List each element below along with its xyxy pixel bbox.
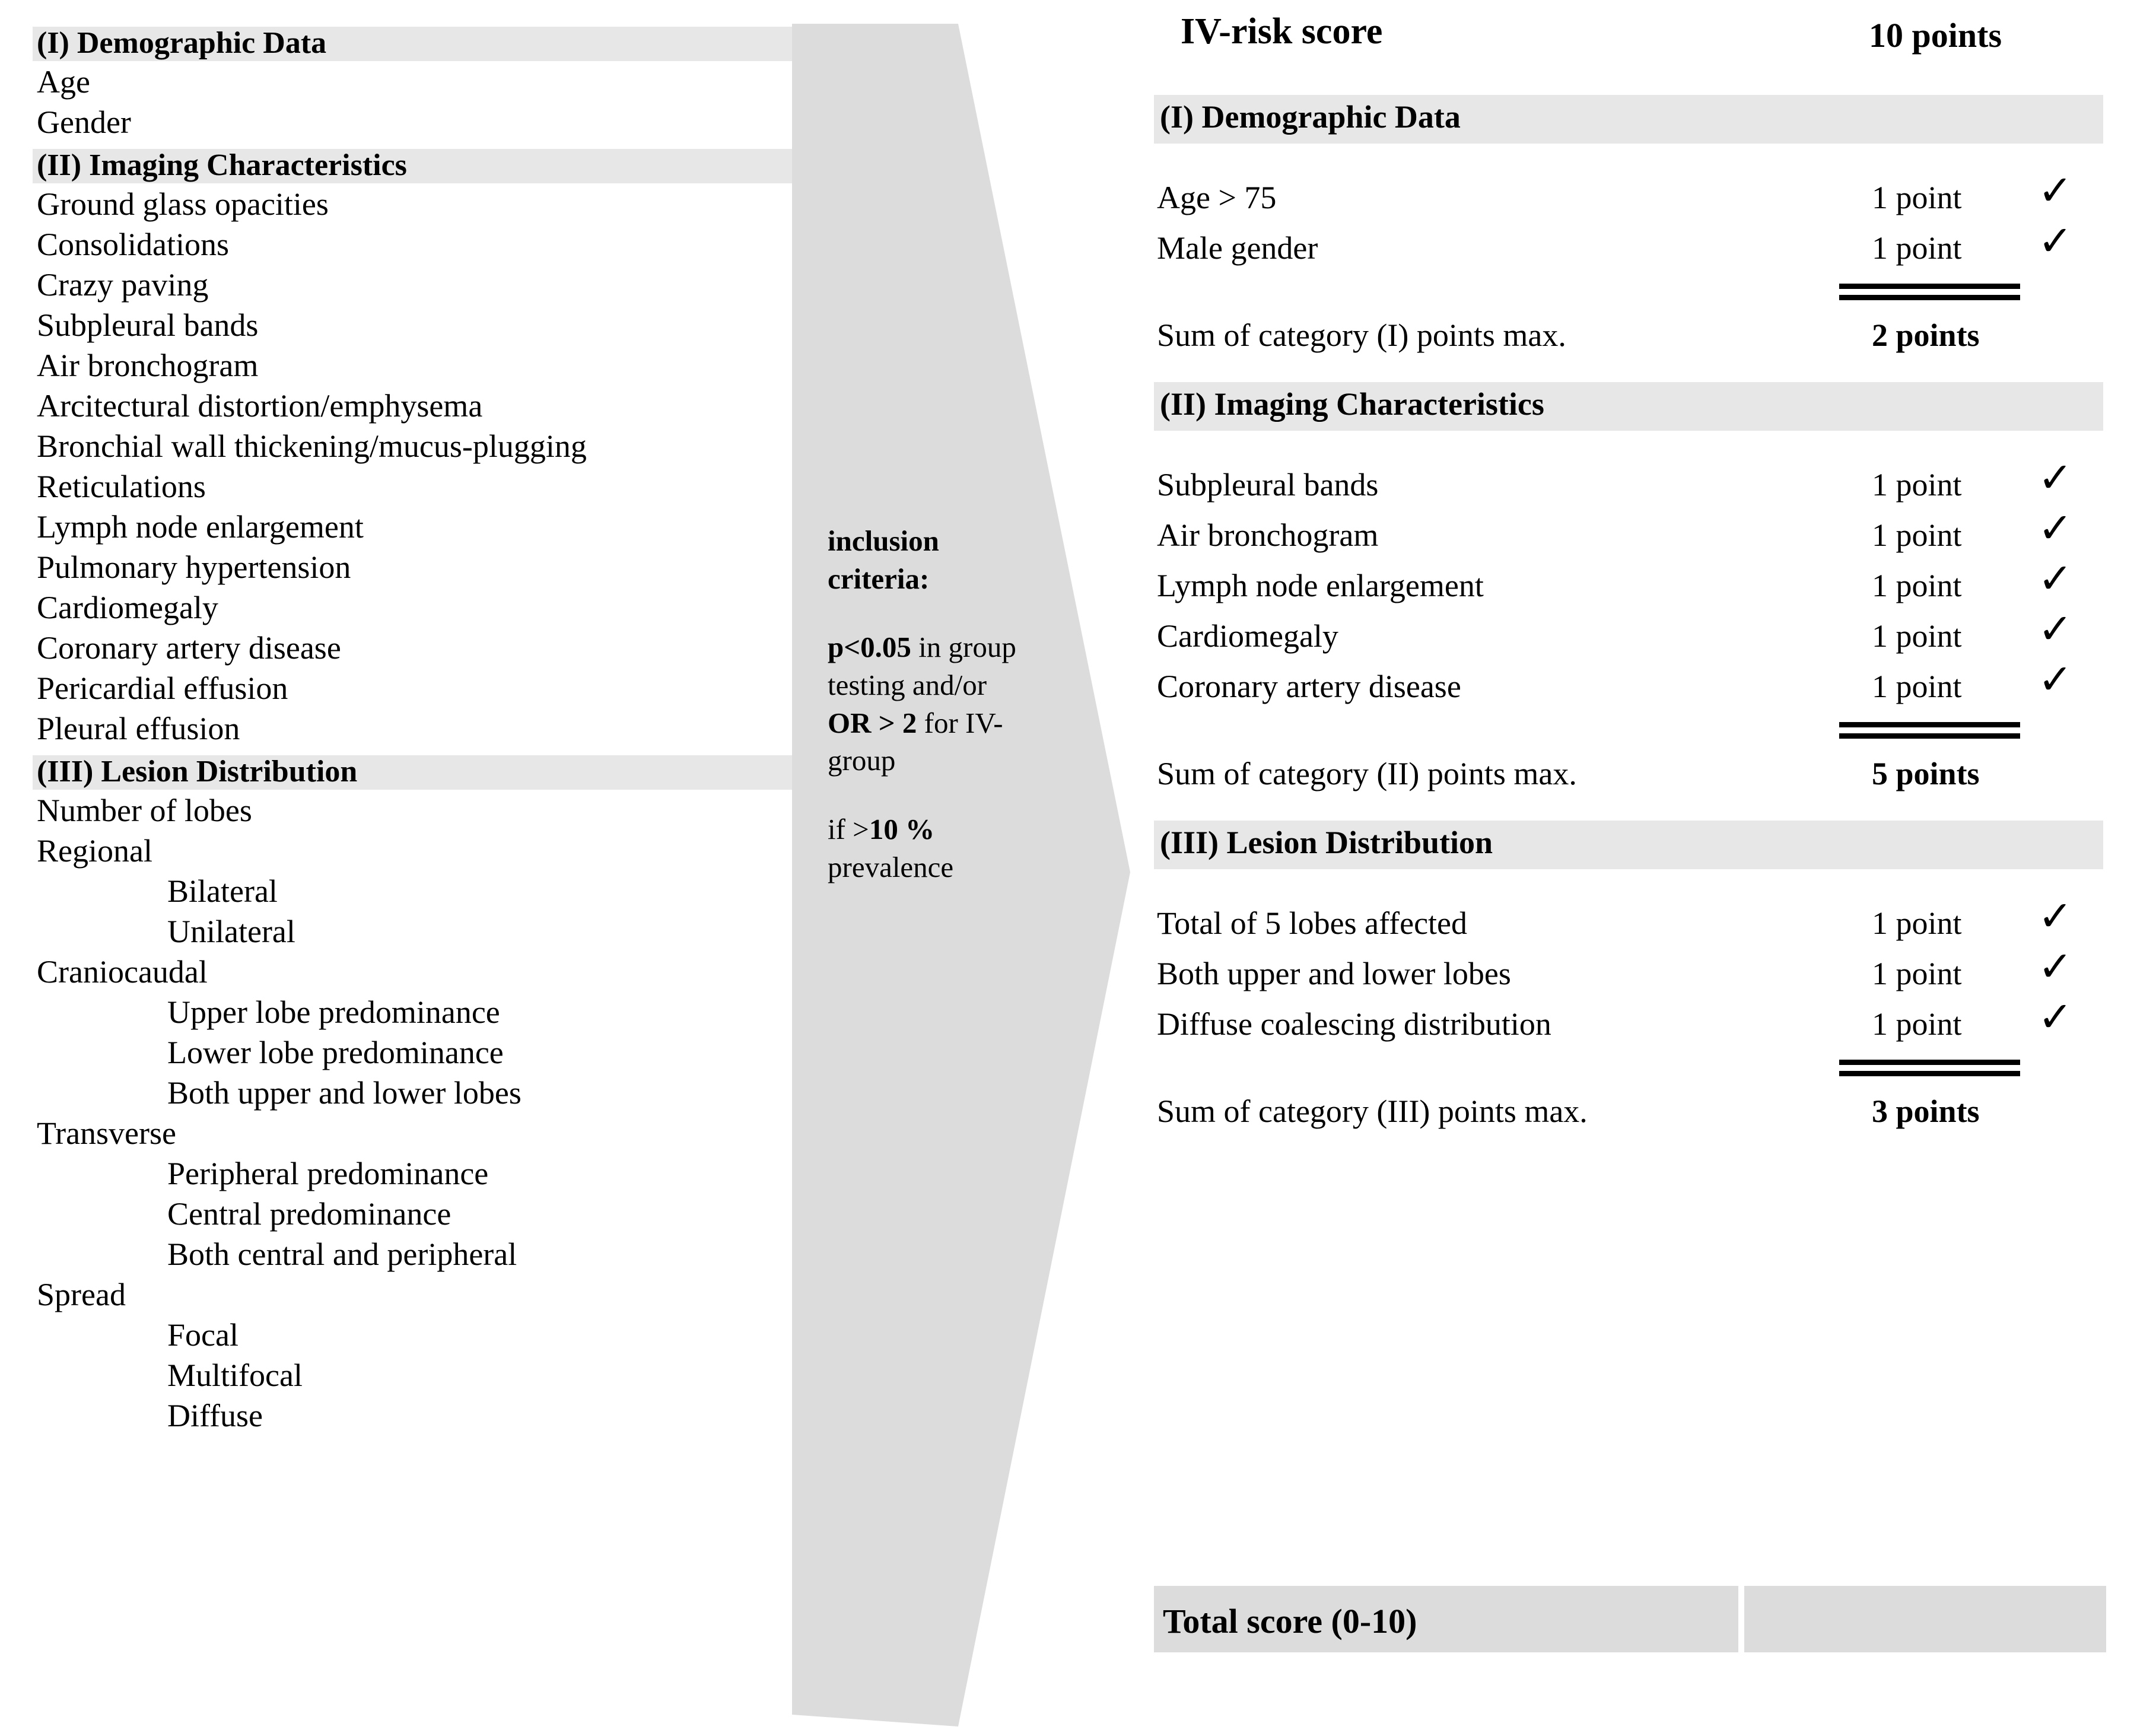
criterion-points: 1 point <box>1872 180 1962 215</box>
or-value-bold: OR > 2 <box>828 706 917 739</box>
score-criterion-row <box>1151 607 2106 654</box>
catalogue-item: Lower lobe predominance <box>167 1035 504 1070</box>
catalogue-item: Coronary artery disease <box>37 630 341 666</box>
catalogue-item: Ground glass opacities <box>37 186 329 222</box>
catalogue-item: Gender <box>37 104 131 140</box>
catalogue-item: Cardiomegaly <box>37 590 218 625</box>
catalogue-item: Craniocaudal <box>37 954 208 990</box>
prevalence-rest: prevalence <box>828 850 954 883</box>
checkmark-icon: ✓ <box>2038 945 2073 990</box>
catalogue-item: Air bronchogram <box>37 348 259 383</box>
score-section-sum-row <box>1151 755 2106 792</box>
checkmark-icon: ✓ <box>2038 456 2073 501</box>
criterion-label: Coronary artery disease <box>1157 669 1461 704</box>
sum-label: Sum of category (I) points max. <box>1157 317 1566 353</box>
criterion-label: Total of 5 lobes affected <box>1157 905 1468 941</box>
sum-value: 2 points <box>1872 317 1980 353</box>
sum-label: Sum of category (III) points max. <box>1157 1093 1588 1129</box>
catalogue-item: Diffuse <box>167 1398 263 1433</box>
criterion-points: 1 point <box>1872 618 1962 654</box>
score-section-band <box>1154 95 2103 144</box>
catalogue-item: Peripheral predominance <box>167 1156 489 1191</box>
catalogue-item: Bilateral <box>167 873 278 909</box>
score-criterion-row <box>1151 219 2106 266</box>
catalogue-item: Both central and peripheral <box>167 1236 517 1272</box>
catalogue-item: Pericardial effusion <box>37 670 288 706</box>
total-score-value: 10 points <box>1869 16 2002 55</box>
catalogue-item: Both upper and lower lobes <box>167 1075 521 1111</box>
score-criterion-row <box>1151 506 2106 554</box>
criterion-points: 1 point <box>1872 905 1962 941</box>
score-criterion-row <box>1151 657 2106 705</box>
checkmark-icon: ✓ <box>2038 168 2073 214</box>
catalogue-item: Multifocal <box>167 1357 303 1393</box>
score-section-band <box>1154 821 2103 869</box>
criterion-label: Both upper and lower lobes <box>1157 956 1511 991</box>
criterion-points: 1 point <box>1872 568 1962 603</box>
prevalence-bold: 10 % <box>869 813 935 846</box>
checkmark-icon: ✓ <box>2038 894 2073 940</box>
catalogue-item: Age <box>37 64 90 100</box>
total-score-value-cell <box>1744 1586 2106 1652</box>
criterion-points: 1 point <box>1872 467 1962 503</box>
or-value-rest: for IV-group <box>828 706 1003 777</box>
checkmark-icon: ✓ <box>2038 219 2073 265</box>
score-section-header: (I) Demographic Data <box>1160 99 1461 135</box>
total-score-label-cell <box>1154 1586 1738 1652</box>
catalogue-item: Lymph node enlargement <box>37 509 364 545</box>
criterion-label: Age > 75 <box>1157 180 1277 215</box>
sum-value: 3 points <box>1872 1093 1980 1129</box>
sum-double-rule <box>1839 722 2020 739</box>
sum-label: Sum of category (II) points max. <box>1157 756 1577 791</box>
page-title: IV-risk score <box>1181 11 1383 52</box>
criterion-points: 1 point <box>1872 669 1962 704</box>
criterion-label: Diffuse coalescing distribution <box>1157 1006 1551 1042</box>
catalogue-item: Spread <box>37 1277 126 1312</box>
catalogue-section-header: (III) Lesion Distribution <box>37 755 358 788</box>
p-value-bold: p<0.05 <box>828 631 911 664</box>
p-value-rest: in group testing and/or <box>828 631 1016 702</box>
criterion-points: 1 point <box>1872 956 1962 991</box>
total-score-label: Total score (0-10) <box>1163 1602 1417 1640</box>
catalogue-item: Reticulations <box>37 469 206 504</box>
prevalence-pre: if > <box>828 813 869 846</box>
criterion-points: 1 point <box>1872 230 1962 266</box>
criterion-label: Subpleural bands <box>1157 467 1379 503</box>
criterion-label: Male gender <box>1157 230 1318 266</box>
checkmark-icon: ✓ <box>2038 557 2073 602</box>
catalogue-item: Number of lobes <box>37 793 252 828</box>
checkmark-icon: ✓ <box>2038 995 2073 1041</box>
catalogue-section-header: (I) Demographic Data <box>37 26 327 60</box>
catalogue-item: Subpleural bands <box>37 307 259 343</box>
score-section-header: (III) Lesion Distribution <box>1160 825 1493 860</box>
score-section-sum-row <box>1151 1093 2106 1130</box>
score-criterion-row <box>1151 945 2106 992</box>
checkmark-icon: ✓ <box>2038 506 2073 552</box>
variable-catalogue <box>0 0 831 1736</box>
checkmark-icon: ✓ <box>2038 607 2073 653</box>
spacer-2 <box>828 780 1065 810</box>
catalogue-item: Transverse <box>37 1115 176 1151</box>
catalogue-item: Unilateral <box>167 914 295 949</box>
score-section-band <box>1154 382 2103 431</box>
inclusion-heading-line1: inclusion <box>828 524 939 557</box>
score-section-header: (II) Imaging Characteristics <box>1160 386 1544 422</box>
score-criterion-row <box>1151 995 2106 1042</box>
catalogue-item: Focal <box>167 1317 238 1353</box>
catalogue-item: Bronchial wall thickening/mucus-plugging <box>37 428 587 464</box>
catalogue-item: Pulmonary hypertension <box>37 549 351 585</box>
catalogue-item: Central predominance <box>167 1196 451 1232</box>
criterion-label: Lymph node enlargement <box>1157 568 1484 603</box>
checkmark-icon: ✓ <box>2038 657 2073 703</box>
sum-value: 5 points <box>1872 756 1980 791</box>
score-criterion-row <box>1151 557 2106 604</box>
score-criterion-row <box>1151 168 2106 216</box>
catalogue-item: Pleural effusion <box>37 711 240 746</box>
inclusion-criterion-1 <box>828 628 1065 704</box>
score-section-sum-row <box>1151 317 2106 354</box>
inclusion-criteria-text <box>828 522 1065 886</box>
criterion-points: 1 point <box>1872 1006 1962 1042</box>
catalogue-item: Arcitectural distortion/emphysema <box>37 388 483 424</box>
catalogue-item: Upper lobe predominance <box>167 994 500 1030</box>
sum-double-rule <box>1839 1060 2020 1076</box>
spacer-1 <box>828 597 1065 628</box>
criterion-points: 1 point <box>1872 517 1962 553</box>
inclusion-criterion-3 <box>828 810 1065 886</box>
criterion-label: Air bronchogram <box>1157 517 1379 553</box>
sum-double-rule <box>1839 284 2020 300</box>
catalogue-item: Crazy paving <box>37 267 209 303</box>
criterion-label: Cardiomegaly <box>1157 618 1338 654</box>
score-criterion-row <box>1151 894 2106 942</box>
catalogue-item: Consolidations <box>37 227 230 262</box>
score-criterion-row <box>1151 456 2106 503</box>
inclusion-criterion-2 <box>828 704 1065 780</box>
inclusion-heading-line2: criteria: <box>828 562 930 595</box>
catalogue-section-header: (II) Imaging Characteristics <box>37 148 407 182</box>
catalogue-item: Regional <box>37 833 152 869</box>
iv-risk-score-panel <box>1151 0 2106 1736</box>
